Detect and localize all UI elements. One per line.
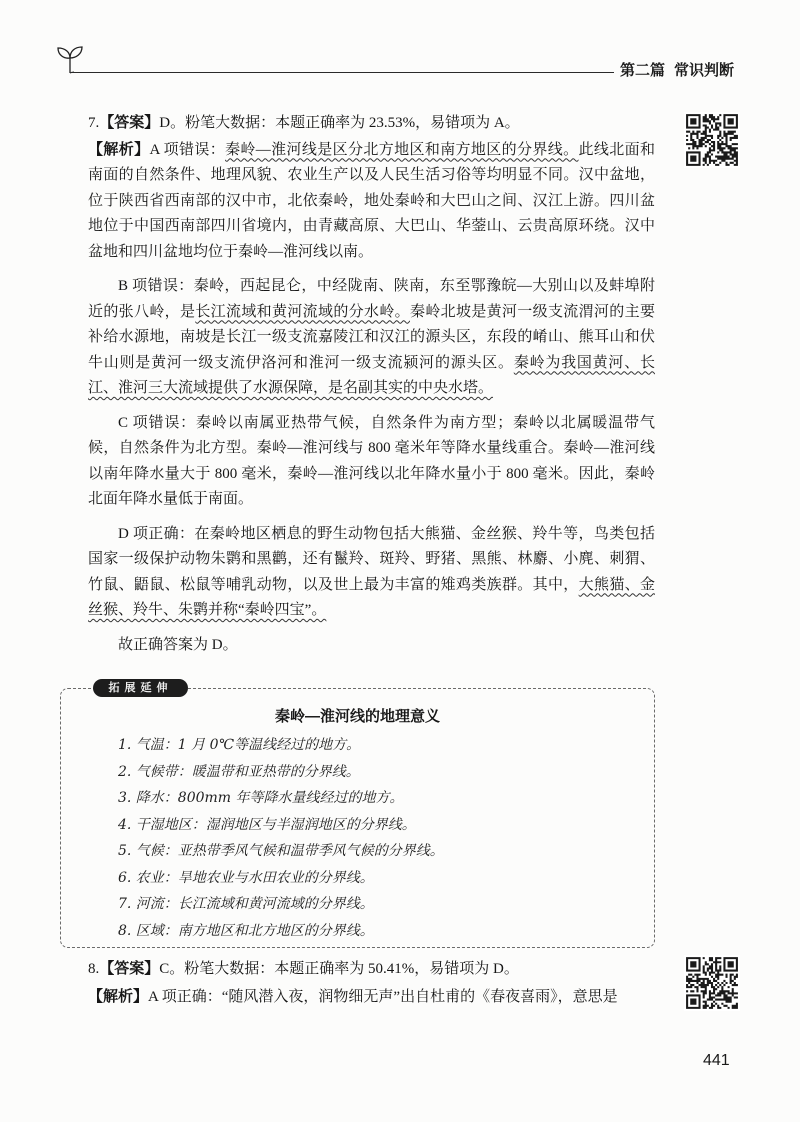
option-a-rest: 此线北面和南面的自然条件、地理风貌、农业生产以及人民生活习俗等均明显不同。汉中盆地，位于陕西省西南部的汉中市，北依秦岭，地处秦岭和大巴山之间、汉江上游。四川盆地位于中国西南部四川省境内，由青藏高原、大巴山、华蓥山、云贵高原环绕。汉中盆地和四川盆地均位于秦岭—淮河线以南。: [88, 141, 655, 260]
qr-code-icon: [684, 112, 740, 168]
answer-text: D。粉笔大数据：本题正确率为 23.53%，易错项为 A。: [159, 115, 520, 131]
question-number: 8.: [88, 961, 100, 977]
option-a-paragraph: [88, 137, 655, 266]
option-b-emphasis-2: 秦岭为我国黄河、长江、淮河三大流域提供了水源保障，是名副其实的中央水塔。: [88, 354, 655, 396]
page-number: 441: [703, 1052, 730, 1069]
list-item: 3. 降水：800mm 年等降水量线经过的地方。: [118, 790, 404, 806]
section-label: 第二篇: [620, 62, 666, 79]
list-item: 6. 农业：旱地农业与水田农业的分界线。: [118, 869, 374, 886]
explanation-label: 【解析】: [88, 988, 149, 1005]
header-rule: [72, 72, 614, 73]
option-b-emphasis-1: 长江流域和黄河流域的分水岭。: [195, 303, 410, 320]
list-item: 7. 河流：长江流域和黄河流域的分界线。: [118, 896, 374, 912]
question-7-explanation: [88, 110, 655, 658]
answer-label: 【答案】: [99, 114, 160, 131]
extension-title: 秦岭—淮河线的地理意义: [274, 708, 440, 725]
running-header: [620, 61, 734, 81]
list-item: 4. 干湿地区：湿润地区与半湿润地区的分界线。: [118, 816, 416, 833]
answer-line: [88, 955, 655, 983]
answer-text: C。粉笔大数据：本题正确率为 50.41%，易错项为 D。: [159, 961, 519, 977]
option-a-lead: A 项错误：: [149, 141, 226, 158]
list-item: 1. 气温：1 月 0℃等温线经过的地方。: [118, 737, 361, 753]
extension-tag: 拓展延伸: [93, 679, 188, 697]
option-c-text: C 项错误：秦岭以南属亚热带气候，自然条件为南方型；秦岭以北属暖温带气候，自然条件为北方型。秦岭—淮河线与 800 毫米年等降水量线重合。秦岭—淮河线以南年降水量大于 800 毫米，秦岭—淮河线以北年降水量小于 800 毫米。因此，秦岭北面年降水量低于南面。: [88, 414, 655, 507]
explanation-text: A 项正确：“随风潜入夜，润物细无声”出自杜甫的《春夜喜雨》，意思是: [148, 989, 618, 1005]
option-a-emphasis: 秦岭—淮河线是区分北方地区和南方地区的分界线。: [225, 141, 579, 158]
explanation-label: 【解析】: [88, 140, 150, 158]
sprout-icon: [56, 44, 84, 74]
answer-line: [88, 110, 655, 137]
option-b-paragraph: [88, 274, 655, 402]
answer-label: 【答案】: [99, 960, 160, 977]
list-item: 8. 区域：南方地区和北方地区的分界线。: [118, 922, 374, 939]
option-d-emphasis: 大熊猫、金丝猴、羚牛、朱鹮并称“秦岭四宝”。: [88, 576, 655, 618]
option-d-paragraph: [88, 522, 655, 624]
chapter-title: 常识判断: [674, 62, 735, 79]
option-c-paragraph: [88, 411, 655, 513]
list-item: 5. 气候：亚热带季风气候和温带季风气候的分界线。: [118, 843, 444, 859]
extension-box: [60, 682, 655, 948]
conclusion-paragraph: [88, 633, 655, 659]
list-item: 2. 气候带：暖温带和亚热带的分界线。: [118, 763, 360, 780]
option-d-lead: D 项正确：在秦岭地区栖息的野生动物包括大熊猫、金丝猴、羚牛等，鸟类包括国家一级保护动物朱鹮和黑鹳，还有鬣羚、斑羚、野猪、黑熊、林麝、小麂、刺猬、竹鼠、鼯鼠、松鼠等哺乳动物，以及世上最为丰富的雉鸡类族群。其中，: [88, 525, 655, 593]
explanation-line: [88, 983, 655, 1011]
question-number: 7.: [88, 115, 100, 131]
option-b-middle: 秦岭北坡是黄河一级支流渭河的主要补给水源地，南坡是长江一级支流嘉陵江和汉江的源头区，东段的崤山、熊耳山和伏牛山则是黄河一级支流伊洛河和淮河一级支流颍河的源头区。: [88, 303, 655, 371]
option-b-lead: B 项错误：秦岭，西起昆仑，中经陇南、陕南，东至鄂豫皖—大别山以及蚌埠附近的张八岭，是: [88, 278, 655, 320]
question-8-explanation: [88, 955, 655, 1011]
extension-list: [118, 732, 638, 944]
qr-code-icon: [684, 955, 740, 1011]
conclusion-text: 故正确答案为 D。: [118, 636, 238, 653]
